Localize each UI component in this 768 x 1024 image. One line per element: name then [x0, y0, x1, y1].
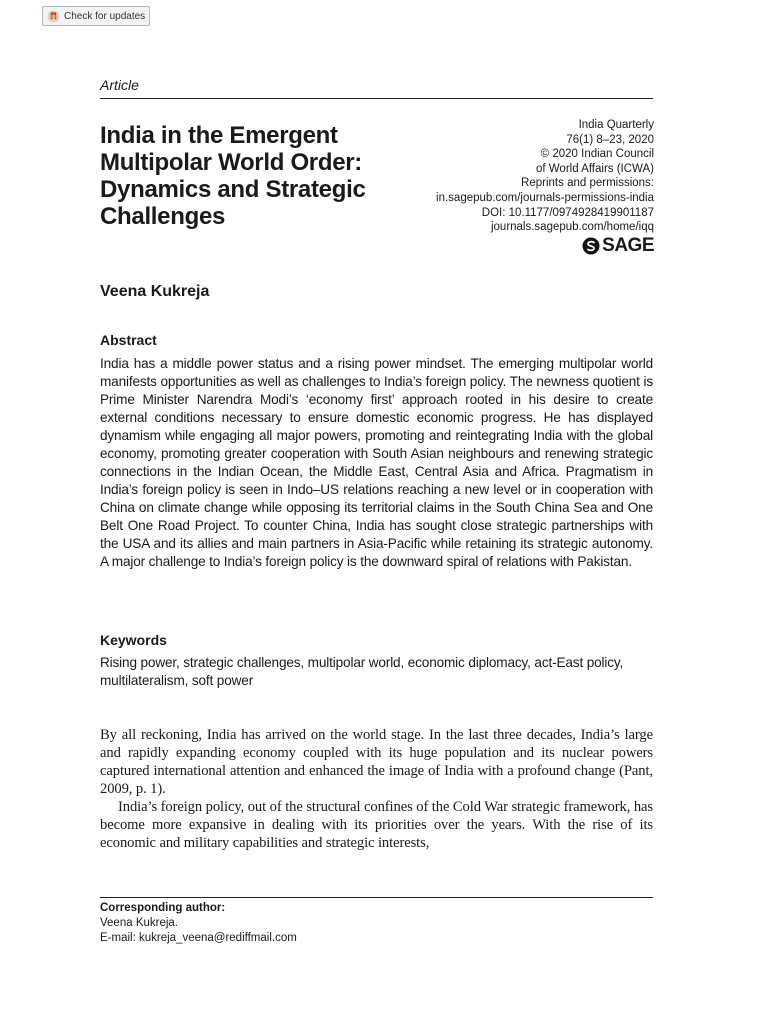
corresponding-author-note — [100, 901, 297, 946]
article-type-label: Article — [100, 77, 139, 93]
permissions-link[interactable]: in.sagepub.com/journals-permissions-india — [436, 191, 654, 204]
journal-homepage-link[interactable]: journals.sagepub.com/home/iqq — [490, 221, 654, 234]
keywords-heading: Keywords — [100, 632, 167, 648]
journal-name: India Quarterly — [578, 119, 654, 131]
title-line: Dynamics and Strategic — [100, 176, 366, 203]
title-line: India in the Emergent — [100, 122, 338, 149]
corresponding-author-email[interactable]: E-mail: kukreja_veena@rediffmail.com — [100, 932, 297, 944]
check-for-updates-badge[interactable] — [42, 6, 150, 26]
title-line: Challenges — [100, 203, 226, 230]
sage-s-icon — [582, 237, 600, 255]
body-text — [100, 726, 653, 852]
journal-metadata — [436, 118, 654, 235]
abstract-text: India has a middle power status and a rising power mindset. The emerging multipolar world manifests opportunities as well as challenges to India’s foreign policy. The newness quotient is Prime Minister Narendra Modi’s ‘economy first’ approach rooted in his desire to create external conditions necessary to ensure domestic economic progress. He has displayed dynamism while engaging all major powers, promoting and reintegrating India with the global economy, promoting greater cooperation with South Asian neighbours and renewing strategic connections in the Indian Ocean, the Middle East, Central Asia and Africa. Pragmatism in India’s foreign policy is seen in Indo–US relations reaching a new level or in cooperation with China on climate change while opposing its territorial claims in the South China Sea and One Belt One Road Project. To counter China, India has sought close strategic partnerships with the USA and its allies and main partners in Asia-Pacific while retaining its strategic autonomy. A major challenge to India’s foreign policy is the downward spiral of relations with Pakistan. — [100, 356, 653, 569]
volume-issue: 76(1) 8–23, 2020 — [566, 133, 654, 146]
body-paragraph: India’s foreign policy, out of the structural confines of the Cold War strategic framework, has become more expansive in dealing with its priorities over the years. With the rise of its economic and military capabilities and strategic interests, — [100, 799, 653, 851]
footnote-rule — [100, 897, 653, 898]
copyright-line: © 2020 Indian Council — [540, 148, 654, 161]
title-line: Multipolar World Order: — [100, 149, 362, 176]
author-name: Veena Kukreja — [100, 283, 210, 300]
abstract-heading: Abstract — [100, 332, 157, 348]
sage-logo — [582, 235, 654, 257]
article-title — [100, 122, 420, 230]
header-rule — [100, 98, 653, 99]
crossmark-icon — [47, 10, 60, 23]
body-paragraph: By all reckoning, India has arrived on the world stage. In the last three decades, India’s large and rapidly expanding economy coupled with its huge population and its nuclear powers captured international attention and enhanced the image of India with a profound change (Pant, 2009, p. 1). — [100, 727, 653, 797]
publisher-name: SAGE — [602, 235, 654, 256]
badge-label: Check for updates — [64, 10, 146, 22]
corresponding-author-heading: Corresponding author: — [100, 902, 226, 914]
corresponding-author-name: Veena Kukreja. — [100, 917, 179, 929]
copyright-holder: of World Affairs (ICWA) — [535, 162, 654, 175]
reprints-label: Reprints and permissions: — [521, 177, 654, 190]
keywords-text: Rising power, strategic challenges, multipolar world, economic diplomacy, act-East policy, multilateralism, soft power — [100, 655, 624, 688]
doi-link[interactable]: DOI: 10.1177/0974928419901187 — [481, 206, 654, 219]
